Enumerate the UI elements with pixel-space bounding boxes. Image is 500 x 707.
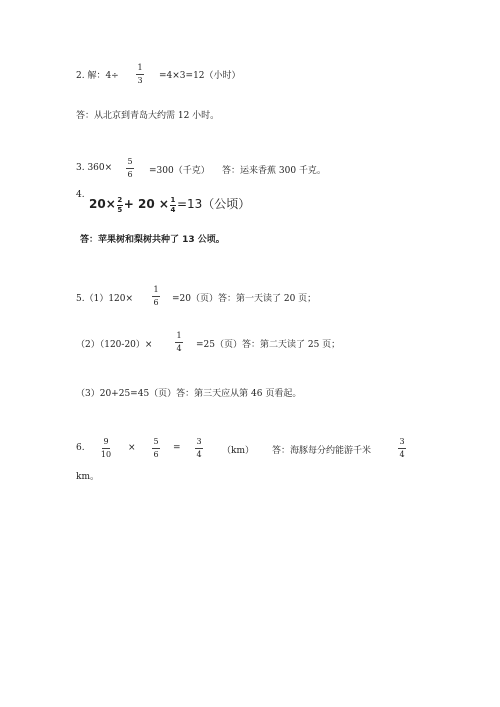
- q6-fraction3: 3 4: [196, 437, 202, 459]
- q4-number: 4.: [76, 190, 85, 200]
- q4-fraction1: $\frac{2}{5}$: [117, 196, 123, 214]
- q2-frac-numerator: 1: [137, 63, 143, 72]
- q6-times: ×: [128, 443, 136, 453]
- q5-line1-prefix: 5.（1）120×: [76, 294, 134, 304]
- q4-term3: =13（公顷）: [176, 197, 251, 211]
- q5-line1-fraction: 1 6: [153, 285, 159, 307]
- q4-term1: 20×: [89, 197, 116, 211]
- q6-number: 6.: [76, 443, 85, 453]
- q6-unit: （km）: [222, 446, 254, 456]
- q3-fraction: [124, 158, 136, 179]
- q2-rest: =4×3=12（小时）: [159, 71, 241, 81]
- q5-line2-rest: =25（页）答：第二天读了 25 页；: [196, 340, 341, 350]
- q4-expression: [89, 195, 250, 214]
- q5-line3: （3）20+25=45（页）答：第三天应从第 46 页看起。: [76, 389, 302, 399]
- q5-line2-prefix: （2）（120-20）×: [76, 340, 153, 350]
- q3-rest: =300（千克）: [149, 166, 210, 176]
- q2-answer: 答：从北京到青岛大约需 12 小时。: [76, 111, 220, 121]
- q6-answer: 答：海豚每分约能游千米: [272, 446, 372, 456]
- q3-answer: 答：运来香蕉 300 千克。: [222, 166, 326, 176]
- q5-line1-rest: =20（页）答：第一天读了 20 页；: [172, 294, 317, 304]
- q4-fraction2: $\frac{1}{4}$: [170, 196, 176, 214]
- q6-tail: km。: [76, 472, 99, 482]
- q6-fraction4: 3 4: [399, 437, 405, 459]
- q2-prefix: 2. 解：4÷: [76, 71, 119, 81]
- q3-prefix: 3. 360×: [76, 163, 113, 173]
- q2-frac-denominator: 3: [137, 76, 143, 85]
- q4-term2: + 20 ×: [123, 197, 169, 211]
- q6-fraction2: 5 6: [153, 437, 159, 459]
- q3-frac-denominator: 6: [127, 170, 133, 179]
- q4-answer: 答：苹果树和梨树共种了 13 公顷。: [80, 235, 225, 245]
- q2-fraction: [134, 64, 146, 85]
- q3-frac-numerator: 5: [127, 157, 133, 166]
- q6-fraction1: 9 10: [100, 437, 112, 459]
- q6-equals: =: [173, 443, 181, 453]
- q5-line2-fraction: 1 4: [176, 331, 182, 353]
